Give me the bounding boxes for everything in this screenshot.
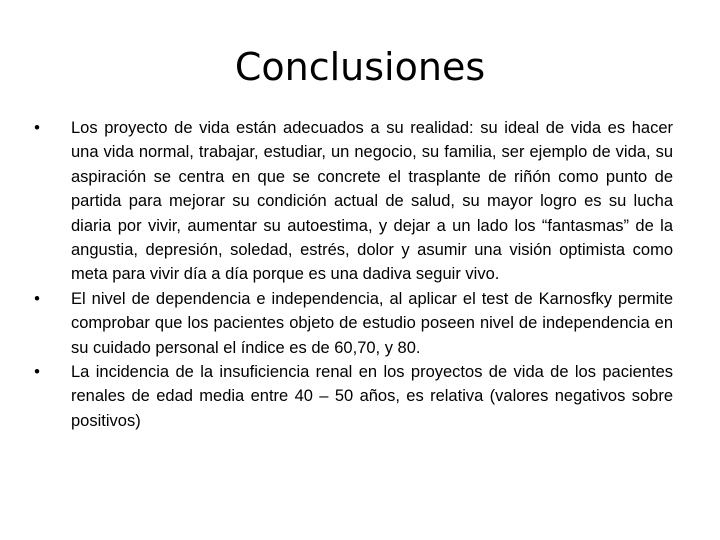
bullet-dot-icon: • [34, 119, 40, 137]
bullet-text: Los proyecto de vida están adecuados a su realidad: su ideal de vida es hacer una vida normal, trabajar, estudiar, un negocio, su familia, ser ejemplo de vida, su aspiración se centra en que se concrete el trasplante de riñón como punto de partida para mejorar su condición actual de salud, su mayor logro es su lucha diaria por vivir, aumentar su autoestima, y dejar a un lado los “fantasmas” de la angustia, depresión, soledad, estrés, dolor y asumir una visión optimista como meta para vivir día a día porque es una dadiva seguir vivo. [71, 119, 673, 284]
bullet-item-3 [28, 360, 673, 433]
bullet-item-1 [28, 116, 673, 287]
bullet-text: El nivel de dependencia e independencia, al aplicar el test de Karnosfky permite comprobar que los pacientes objeto de estudio poseen nivel de independencia en su cuidado personal el índice es de 60,70, y 80. [71, 289, 673, 357]
bullet-text: La incidencia de la insuficiencia renal en los proyectos de vida de los pacientes renales de edad media entre 40 – 50 años, es relativa (valores negativos sobre positivos) [71, 363, 673, 430]
slide-title: Conclusiones [234, 45, 486, 89]
bullet-dot-icon: • [34, 289, 40, 308]
bullet-list [28, 116, 673, 433]
bullet-item-2 [28, 287, 673, 360]
bullet-dot-icon: • [34, 363, 40, 382]
